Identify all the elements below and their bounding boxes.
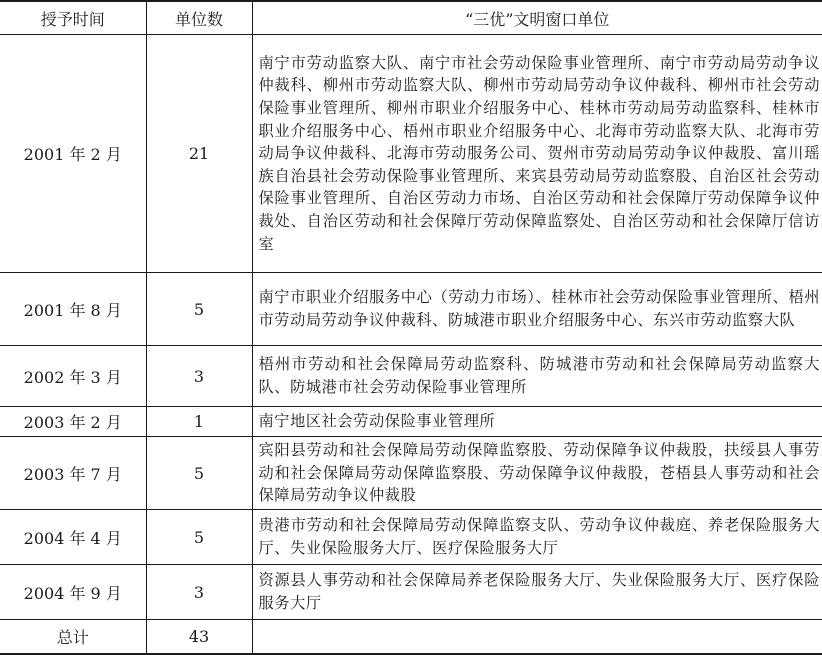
header-row <box>0 1 822 35</box>
table-row <box>0 35 822 273</box>
header-unit-names: “三优”文明窗口单位 <box>252 1 822 35</box>
table-row <box>0 510 822 565</box>
unit-count-cell: 3 <box>146 346 252 407</box>
header-unit-count: 单位数 <box>146 1 252 35</box>
unit-names-cell: 资源县人事劳动和社会保障局养老保险服务大厅、失业保险服务大厅、医疗保险服务大厅 <box>252 565 822 620</box>
award-date-cell: 2001 年 2 月 <box>0 35 146 273</box>
unit-names-cell: 南宁市劳动监察大队、南宁市社会劳动保险事业管理所、南宁市劳动局劳动争议仲裁科、柳州市劳动监察大队、柳州市劳动局劳动争议仲裁科、柳州市社会劳动保险事业管理所、柳州市职业介绍服务中心、桂林市劳动局劳动监察科、桂林市职业介绍服务中心、梧州市职业介绍服务中心、北海市劳动监察大队、北海市劳动局争议仲裁科、北海市劳动服务公司、贺州市劳动局劳动争议仲裁股、富川瑶族自治县社会劳动保险事业管理所、来宾县劳动局劳动监察股、自治区社会劳动保险事业管理所、自治区劳动力市场、自治区劳动和社会保障厅劳动保障争议仲裁处、自治区劳动和社会保障厅劳动保障监察处、自治区劳动和社会保障厅信访室 <box>252 35 822 273</box>
total-empty-cell <box>252 620 822 655</box>
unit-names-cell: 南宁市职业介绍服务中心（劳动力市场）、桂林市社会劳动保险事业管理所、梧州市劳动局劳动争议仲裁科、防城港市职业介绍服务中心、东兴市劳动监察大队 <box>252 273 822 346</box>
total-count: 43 <box>146 620 252 655</box>
award-date-cell: 2004 年 4 月 <box>0 510 146 565</box>
unit-count-cell: 5 <box>146 273 252 346</box>
unit-names-cell: 南宁地区社会劳动保险事业管理所 <box>252 407 822 437</box>
table-row <box>0 565 822 620</box>
award-date-cell: 2001 年 8 月 <box>0 273 146 346</box>
header-award-date: 授予时间 <box>0 1 146 35</box>
award-date-cell: 2003 年 7 月 <box>0 437 146 510</box>
unit-names-cell: 梧州市劳动和社会保障局劳动监察科、防城港市劳动和社会保障局劳动监察大队、防城港市社会劳动保险事业管理所 <box>252 346 822 407</box>
table-row <box>0 407 822 437</box>
unit-count-cell: 3 <box>146 565 252 620</box>
total-row <box>0 620 822 655</box>
table-row <box>0 273 822 346</box>
award-date-cell: 2003 年 2 月 <box>0 407 146 437</box>
unit-count-cell: 21 <box>146 35 252 273</box>
unit-names-cell: 贵港市劳动和社会保障局劳动保障监察支队、劳动争议仲裁庭、养老保险服务大厅、失业保险服务大厅、医疗保险服务大厅 <box>252 510 822 565</box>
unit-names-cell: 宾阳县劳动和社会保障局劳动保障监察股、劳动保障争议仲裁股，扶绥县人事劳动和社会保障局劳动保障监察股、劳动保障争议仲裁股，苍梧县人事劳动和社会保障局劳动争议仲裁股 <box>252 437 822 510</box>
award-date-cell: 2002 年 3 月 <box>0 346 146 407</box>
unit-count-cell: 5 <box>146 437 252 510</box>
table-row <box>0 346 822 407</box>
table-row <box>0 437 822 510</box>
unit-count-cell: 1 <box>146 407 252 437</box>
award-date-cell: 2004 年 9 月 <box>0 565 146 620</box>
unit-count-cell: 5 <box>146 510 252 565</box>
total-label: 总计 <box>0 620 146 655</box>
